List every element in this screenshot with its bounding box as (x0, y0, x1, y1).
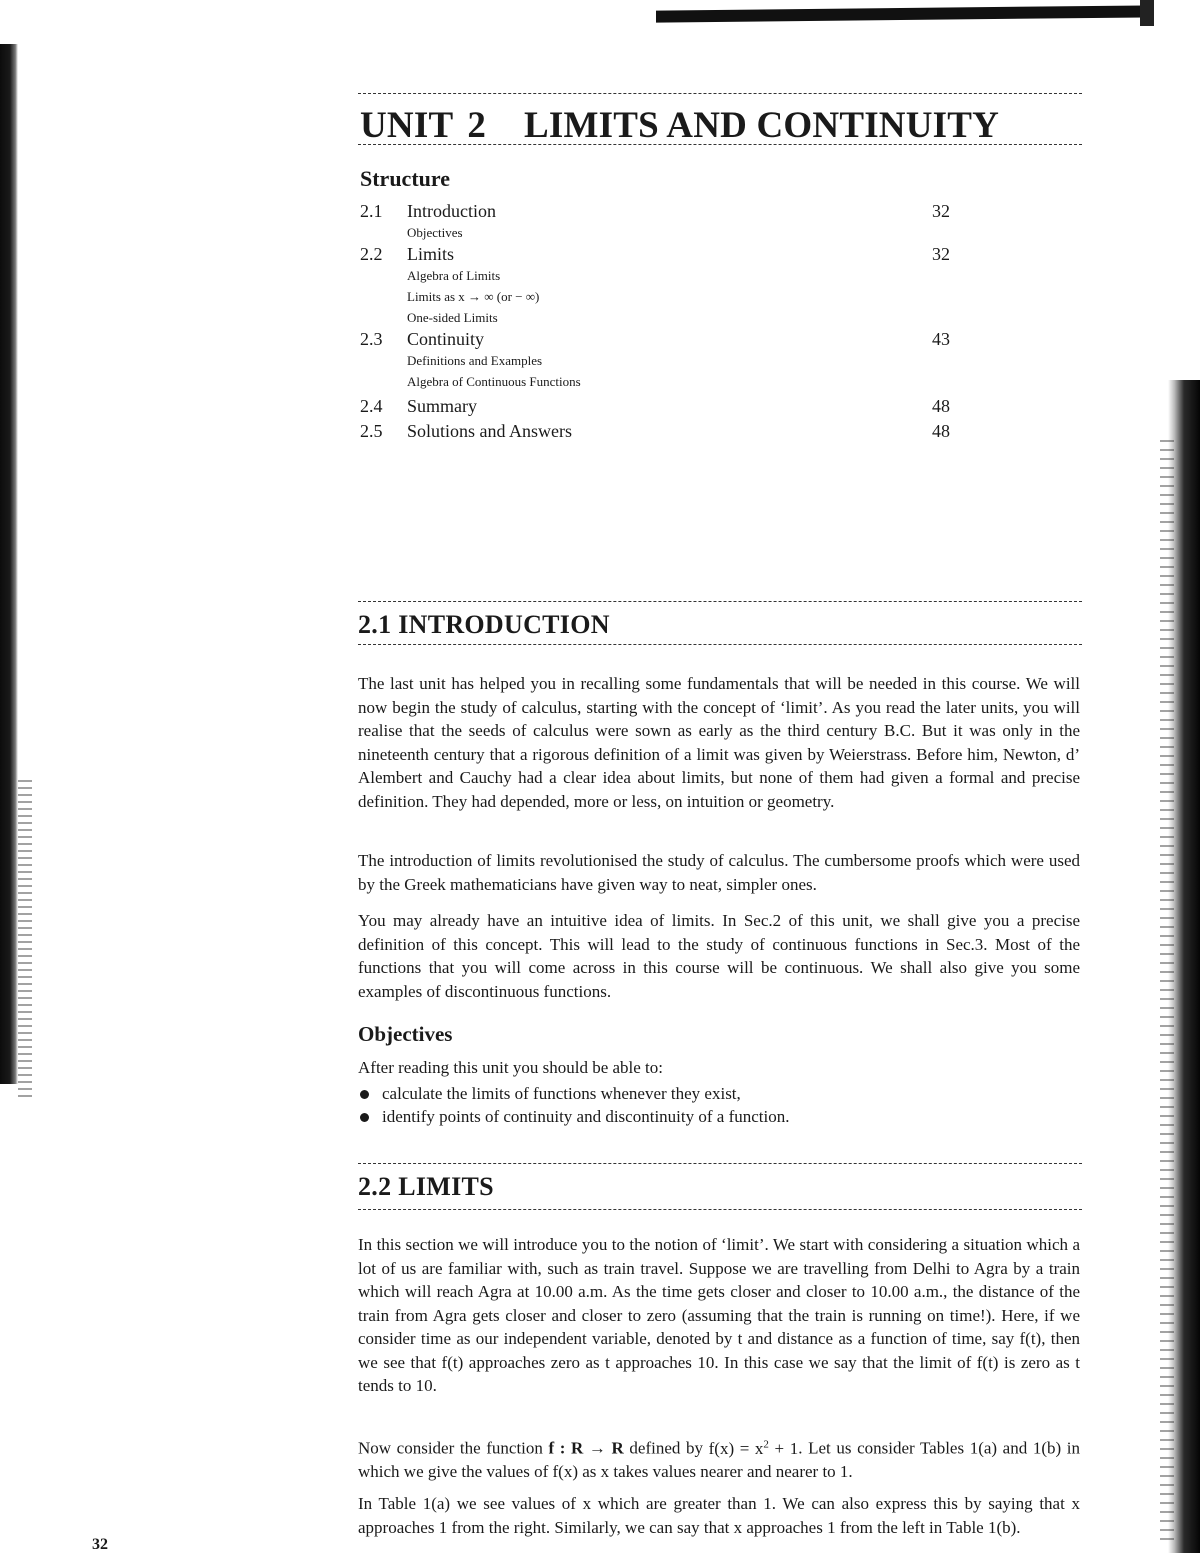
objective-item: calculate the limits of functions whenever they exist, (358, 1082, 789, 1105)
limits-bottom-rule (358, 1209, 1082, 1210)
text-run: defined by (623, 1438, 709, 1458)
intro-top-rule (358, 601, 1082, 602)
toc-number: 2.5 (360, 421, 383, 441)
toc-subentry[interactable]: Algebra of Continuous Functions (407, 374, 581, 389)
scan-artifact-top-corner (1140, 0, 1154, 26)
toc-title: Limits (407, 244, 455, 264)
unit-label: UNIT (360, 105, 454, 146)
structure-heading: Structure (360, 166, 451, 191)
toc-entry[interactable] (360, 395, 960, 417)
text-run: . Let us consider Tables 1(a) and 1(b) in which we give the values of f(x) as x takes values nearer and nearer to 1. (358, 1438, 1080, 1482)
objectives-intro: After reading this unit you should be able to: (358, 1058, 663, 1077)
toc-page: 32 (932, 244, 950, 264)
formula-tail: + 1 (768, 1438, 799, 1458)
toc-entry[interactable] (360, 328, 960, 350)
toc-title: Summary (407, 396, 477, 416)
toc-page: 48 (932, 421, 950, 441)
limits-paragraph-3: In Table 1(a) we see values of x which are greater than 1. We can also express this by saying that x approaches 1 from the right. Similarly, we can say that x approaches 1 from the left in Table 1(b). (358, 1494, 1080, 1537)
page-number: 32 (92, 1536, 108, 1553)
toc-number: 2.1 (360, 201, 383, 221)
toc-subentry[interactable]: Algebra of Limits (407, 268, 501, 283)
table-of-contents (360, 200, 960, 442)
limits-paragraph-2 (358, 1433, 1080, 1484)
unit-number: 2 (467, 105, 487, 146)
toc-title: Continuity (407, 329, 485, 349)
unit-title-text: LIMITS AND CONTINUITY (524, 105, 1000, 146)
section-heading-limits: 2.2 LIMITS (358, 1172, 494, 1201)
toc-entry[interactable] (360, 243, 960, 265)
limits-paragraph-1: In this section we will introduce you to the notion of ‘limit’. We start with considering a situation which a lot of us are familiar with, such as train travel. Suppose we are travelling from Delhi to Agra by a train which will reach Agra at 10.00 a.m. As the time gets closer and closer to 10.00 a.m., the distance of the train from Agra gets closer and closer to zero (assuming that the train is running on time!). Here, if we consider time as our independent variable, denoted by t and distance as a function of time, say f(t), then we see that f(t) approaches zero as t approaches 10. In this case we say that the limit of f(t) is zero as t tends to 10. (358, 1235, 1080, 1395)
intro-paragraph-2: The introduction of limits revolutionised the study of calculus. The cumbersome proofs which were used by the Greek mathematicians have given way to neat, simpler ones. (358, 851, 1080, 894)
toc-page: 32 (932, 201, 950, 221)
text-run: Now consider the function (358, 1438, 549, 1458)
toc-number: 2.4 (360, 396, 383, 416)
scan-artifact-left-edge (0, 44, 18, 1084)
unit-title (360, 104, 999, 147)
objectives-list (358, 1082, 789, 1128)
toc-title: Solutions and Answers (407, 421, 573, 441)
limits-top-rule (358, 1163, 1082, 1164)
toc-subentry[interactable]: Limits as x → ∞ (or − ∞) (407, 289, 540, 304)
toc-number: 2.2 (360, 244, 383, 264)
toc-entry[interactable] (360, 420, 960, 442)
toc-page: 43 (932, 329, 950, 349)
toc-entry[interactable] (360, 200, 960, 222)
scan-artifact-top-bar (656, 5, 1146, 22)
scan-artifact-right-noise (1160, 440, 1174, 1540)
intro-paragraph-3: You may already have an intuitive idea of limits. In Sec.2 of this unit, we shall give you a precise definition of this concept. This will lead to the study of continuous functions in Sec.3. Most of the functions that you will come across in this course will be continuous. We shall also give you some examples of discontinuous functions. (358, 911, 1080, 1001)
intro-paragraph-1: The last unit has helped you in recalling some fundamentals that will be needed in this course. We will now begin the study of calculus, starting with the concept of ‘limit’. As you read the later units, you will realise that the seeds of calculus were sown as early as the third century B.C. But it was only in the nineteenth century that a rigorous definition of a limit was given by Weierstrass. Before him, Newton, d’ Alembert and Cauchy had a clear idea about limits, but none of them had given a formal and precise definition. They had depended, more or less, on intuition or geometry. (358, 674, 1080, 811)
toc-page: 48 (932, 396, 950, 416)
title-top-rule (358, 93, 1082, 94)
toc-subentry[interactable]: One-sided Limits (407, 310, 498, 325)
formula-exponent: 2 (763, 1438, 769, 1450)
title-bottom-rule (358, 144, 1082, 145)
formula-base: f(x) = x (708, 1438, 764, 1458)
scan-artifact-left-noise (18, 780, 32, 1100)
objectives-heading: Objectives (358, 1022, 453, 1046)
objective-item: identify points of continuity and discontinuity of a function. (358, 1105, 789, 1128)
section-heading-introduction: 2.1 INTRODUCTION (358, 610, 610, 639)
function-mapping: f : R → R (548, 1438, 624, 1458)
intro-bottom-rule (358, 644, 1082, 645)
toc-number: 2.3 (360, 329, 383, 349)
toc-subentry[interactable]: Objectives (407, 225, 463, 240)
toc-subentry[interactable]: Definitions and Examples (407, 353, 543, 368)
toc-title: Introduction (407, 201, 496, 221)
function-formula (709, 1439, 799, 1458)
